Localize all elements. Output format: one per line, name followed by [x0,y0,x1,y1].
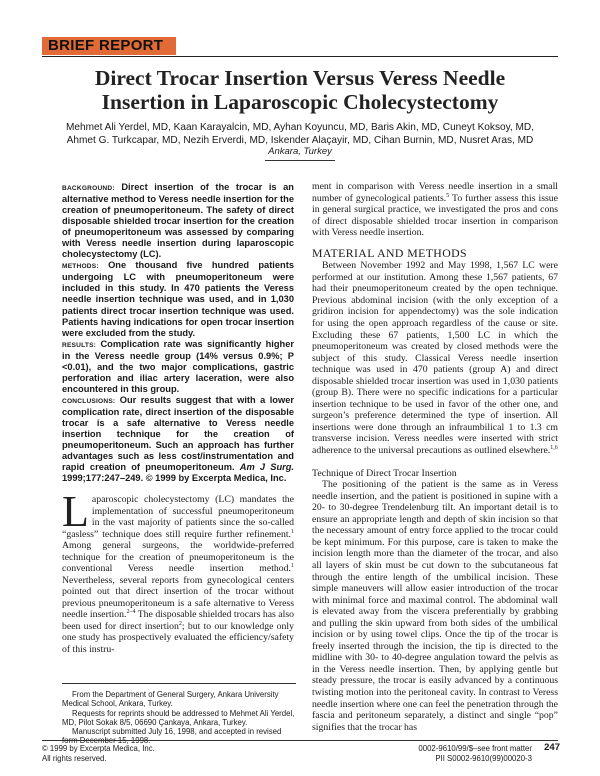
citation-journal: Am J Surg. [239,462,295,473]
issn-info [340,744,532,763]
intro-text-1: aparoscopic cholecystectomy (LC) mandates the implementation of successful pneumoperitoneum in the vast majority of patients since the so-called “gasless” technique does still require further refinement. [62,494,294,540]
conclusions-text: Our results suggest that with a lower complication rate, direct insertion of the disposable trocar is a safe alternative to Veress needle insertion technique for the creation of pneumoperitoneum. Such an approach has further advantages such as less cost/instrumentation and rapid creation of pneumoperitoneum. [62,394,294,473]
article-title [42,66,558,114]
conclusions-label: CONCLUSIONS: [62,397,116,405]
intro-text-2: Among general surgeons, the worldwide-preferred technique for the creation of pneumoperitoneum is the conventional Veress needle insertion method. [62,540,294,574]
ref-marker: 1,6 [550,444,558,451]
footnote-rule [62,683,296,684]
issn-line-2: PII S0002-9610(99)00020-3 [435,753,532,763]
title-line-1: Direct Trocar Insertion Versus Veress Needle [94,66,506,90]
authors-line-2: Ahmet G. Turkcapar, MD, Nezih Erverdi, MD, Iskender Alaçayir, MD, Cihan Burnin, MD, Nusret Aras, MD [66,134,534,146]
continuation-text: ment in comparison with Veress needle insertion in a small number of gynecological patients. [312,181,558,204]
technique-paragraph: The positioning of the patient is the same as in Veress needle insertion, and the patient is positioned in supine with a 20- to 30-degree Trendelenburg tilt. An important detail is to ensure an appropriate length and depth of skin incision so that the necessary amount of entry force applied to the trocar could be kept minimum. For this purpose, care is taken to make the incision length more than the diameter of the trocar, and also all layers of skin must be cut down to the subcutaneous fat through the entire length of the umbilical incision. These simple maneuvers will allow easier introduction of the trocar with minimal force and maximal control. The abdominal wall is elevated away from the viscera preferentially by grabbing and pulling the skin upward from both sides of the umbilical incision or by using towel clips. Once the tip of the trocar is freely inserted through the incision, the tip is directed to the midline with 30- to 40-degree angulation toward the pelvis as in the Veress needle insertion. Then, by applying gentle but steady pressure, the trocar is easily advanced by a continuous twisting motion into the peritoneal cavity. In contrast to Veress needle insertion where one can feel the penetration through the fascia and peritoneum separately, a distinct and single “pop” signifies that the trocar has [312,479,558,733]
title-line-2: Insertion in Laparoscopic Cholecystectomy [101,90,499,114]
abstract-background [62,182,294,260]
background-text: Direct insertion of the trocar is an alternative method to Veress needle insertion for the creation of pneumoperitoneum. The safety of direct disposable shielded trocar insertion for the creation of pneumoperitoneum was assessed by comparing with Veress needle insertion during laparoscopic cholecystectomy (LC). [62,182,294,260]
abstract-conclusions [62,395,294,484]
abstract-results [62,339,294,395]
footnote-affiliation: From the Department of General Surgery, Ankara University Medical School, Ankara, Turkey. [62,690,279,709]
abstract [62,182,294,484]
drop-cap: L [62,487,89,536]
methods-body: Between November 1992 and May 1998, 1,567 LC were performed at our institution. Among these 1,567 patients, 67 had their pneumoperitoneum created by the open technique. Previous abdominal incision (with the only exception of a gridiron incision for appendectomy) was the sole indication for using the open approach regardless of the cause or site. Excluding these 67 patients, 1,500 LC in which the pneumoperitoneum was created by closed methods were the subject of this study. Classical Veress needle insertion technique was used in 470 patients (group A) and direct disposable shielded trocar insertion was used in 1,030 patients (group B). There were no specific indications for a particular insertion technique to be used in favor of the other one, and surgeon’s preference determined the type of insertion. All insertions were done through an infraumbilical 1 to 1.3 cm transverse incision. Veress needles were inserted with strict adherence to the universal precautions as outlined elsewhere. [312,260,558,457]
intro-continuation [312,181,558,239]
ref-marker: 2 [178,620,182,627]
ref-marker: 1 [291,562,294,569]
results-text: Complication rate was significantly higher in the Veress needle group (14% versus 0.9%; P <0.01), and the two major complications, gastric perforation and iliac artery laceration, were also encountered in this group. [62,338,294,394]
introduction [62,487,294,655]
citation-details: 1999;177:247–249. © 1999 by Excerpta Medica, Inc. [62,473,287,484]
ref-marker: 2–4 [126,608,136,615]
copyright-line-2: All rights reserved. [42,753,107,763]
methods-heading: MATERIAL AND METHODS [312,245,468,260]
copyright [42,744,292,763]
issn-line-1: 0002-9610/99/$–see front matter [418,744,532,753]
methods-text: One thousand five hundred patients undergoing LC with pneumoperitoneum were included in this study. In 470 patients the Veress needle insertion technique was used, and in 1,030 patients direct trocar insertion technique was used. Patients having indications for open trocar insertion were excluded from the study. [62,260,294,338]
section-label: BRIEF REPORT [42,37,176,55]
intro-text-5: ; but to our knowledge only one study has prospectively evaluated the efficiency/safety of this instru- [62,620,294,655]
author-list [42,122,558,147]
abstract-methods [62,260,294,338]
right-column [312,181,558,733]
footer-rule [42,740,558,741]
intro-paragraph [62,487,294,655]
footnote-reprints: Requests for reprints should be addressed to Mehmet Ali Yerdel, MD, Pilot Sokak 8/5, 06690 Çankaya, Ankara, Turkey. [62,708,295,727]
page-number: 247 [544,742,560,753]
background-label: BACKGROUND: [62,185,115,192]
continuation-text-2: To further assess this issue in general surgical practice, we investigated the pros and cons of direct disposable shielded trocar insertion in comparison with Veress needle insertion. [312,192,558,239]
methods-label: METHODS: [62,263,99,271]
copyright-line-1: © 1999 by Excerpta Medica, Inc. [42,744,155,753]
affiliation-footnote [62,690,296,746]
ref-marker: 1 [291,528,294,535]
intro-text-4: The disposable shielded trocars has also been used for direct insertion [62,609,294,632]
results-label: RESULTS: [62,341,97,349]
ref-marker: 5 [446,192,450,199]
authors-line-1: Mehmet Ali Yerdel, MD, Kaan Karayalcin, MD, Ayhan Koyuncu, MD, Baris Akin, MD, Cuneyt Koksoy, MD, [65,122,535,133]
intro-text-3: Nevertheless, several reports from gynecological centers pointed out that direct insertion of the trocar without previous pneumoperitoneum is a safe alternative to Veress needle insertion. [62,574,294,620]
title-divider [265,160,335,161]
technique-heading: Technique of Direct Trocar Insertion [312,467,457,479]
author-location: Ankara, Turkey [268,146,332,157]
footnote-manuscript: Manuscript submitted July 16, 1998, and accepted in revised form December 15, 1998. [62,727,282,746]
header-rule [42,56,558,57]
methods-paragraph [312,260,558,456]
